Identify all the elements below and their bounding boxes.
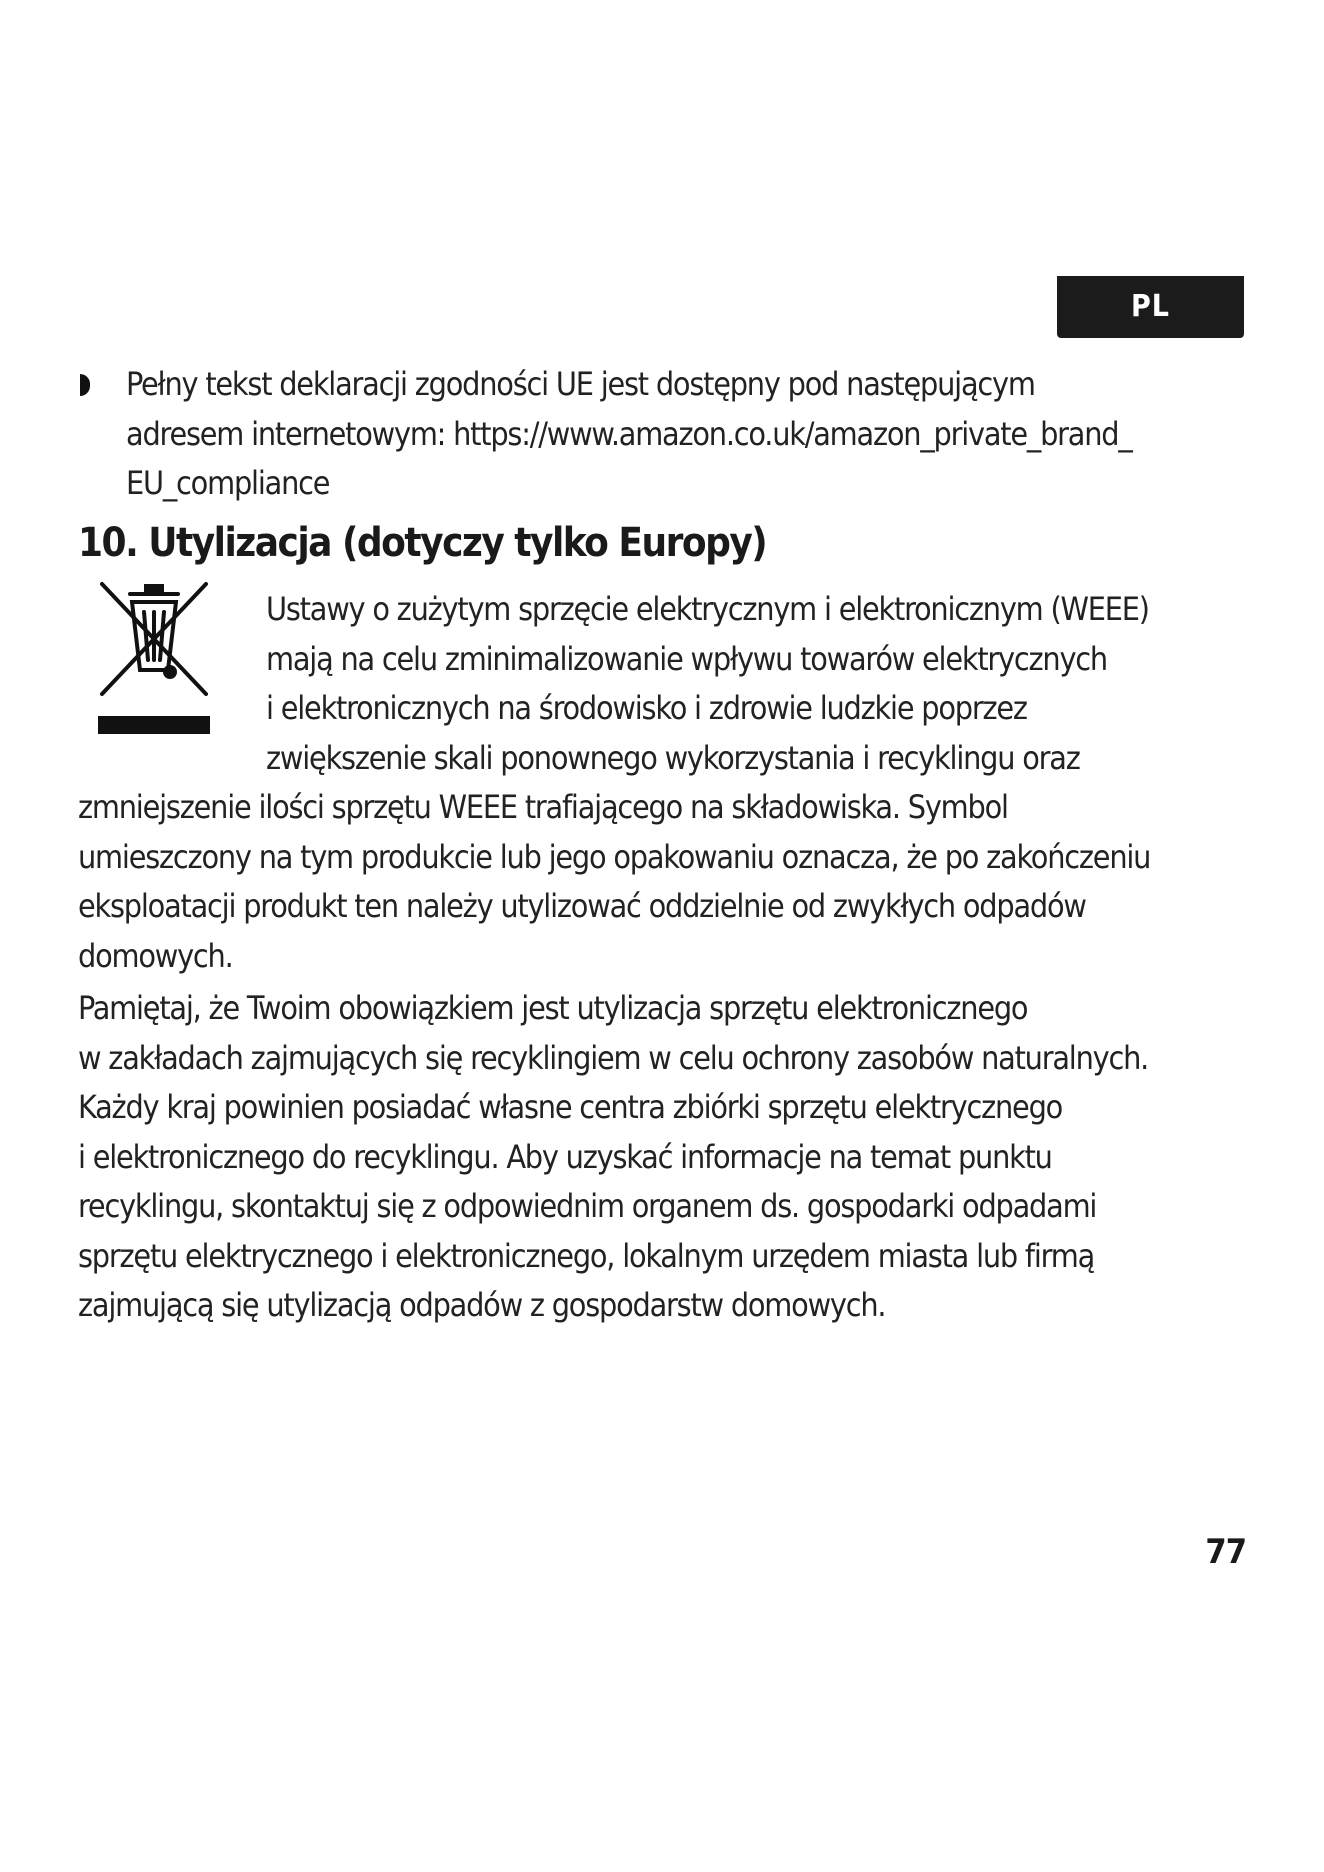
- paragraph-line: Każdy kraj powinien posiadać własne centra zbiórki sprzętu elektrycznego: [78, 1088, 1063, 1126]
- paragraph-line: w zakładach zajmujących się recyklingiem w celu ochrony zasobów naturalnych.: [78, 1038, 1149, 1077]
- weee-paragraph: [78, 585, 1258, 981]
- paragraph-line: i elektronicznego do recyklingu. Aby uzyskać informacje na temat punktu: [78, 1137, 1052, 1176]
- paragraph-line: i elektronicznych na środowisko i zdrowie ludzkie poprzez: [266, 689, 1027, 727]
- paragraph-line: zajmującą się utylizacją odpadów z gospodarstw domowych.: [78, 1286, 886, 1324]
- language-tab: PL: [1057, 276, 1244, 338]
- bullet-text: [126, 360, 1260, 509]
- paragraph-line: umieszczony na tym produkcie lub jego opakowaniu oznacza, że po zakończeniu: [78, 837, 1151, 876]
- paragraph-line: domowych.: [78, 936, 233, 975]
- bullet-line: adresem internetowym: https://www.amazon.co.uk/amazon_private_brand_: [126, 414, 1132, 453]
- bullet-marker-icon: [80, 374, 90, 396]
- paragraph-line: recyklingu, skontaktuj się z odpowiednim organem ds. gospodarki odpadami: [78, 1187, 1097, 1225]
- paragraph-line: eksploatacji produkt ten należy utylizować oddzielnie od zwykłych odpadów: [78, 887, 1086, 925]
- section-heading: 10. Utylizacja (dotyczy tylko Europy): [78, 520, 767, 566]
- paragraph-line: zmniejszenie ilości sprzętu WEEE trafiającego na składowiska. Symbol: [78, 788, 1008, 826]
- paragraph-line: mają na celu zminimalizowanie wpływu towarów elektrycznych: [266, 639, 1107, 678]
- bullet-line: Pełny tekst deklaracji zgodności UE jest dostępny pod następującym: [126, 365, 1035, 403]
- paragraph-line: Pamiętaj, że Twoim obowiązkiem jest utylizacja sprzętu elektronicznego: [78, 989, 1028, 1027]
- recycling-paragraph: [78, 984, 1258, 1331]
- paragraph-line: zwiększenie skali ponownego wykorzystania i recyklingu oraz: [266, 738, 1080, 777]
- bullet-line: EU_compliance: [126, 464, 330, 502]
- paragraph-line: Ustawy o zużytym sprzęcie elektrycznym i elektronicznym (WEEE): [266, 590, 1149, 628]
- paragraph-line: sprzętu elektrycznego i elektronicznego, lokalnym urzędem miasta lub firmą: [78, 1236, 1095, 1275]
- page-number: 77: [1205, 1532, 1246, 1572]
